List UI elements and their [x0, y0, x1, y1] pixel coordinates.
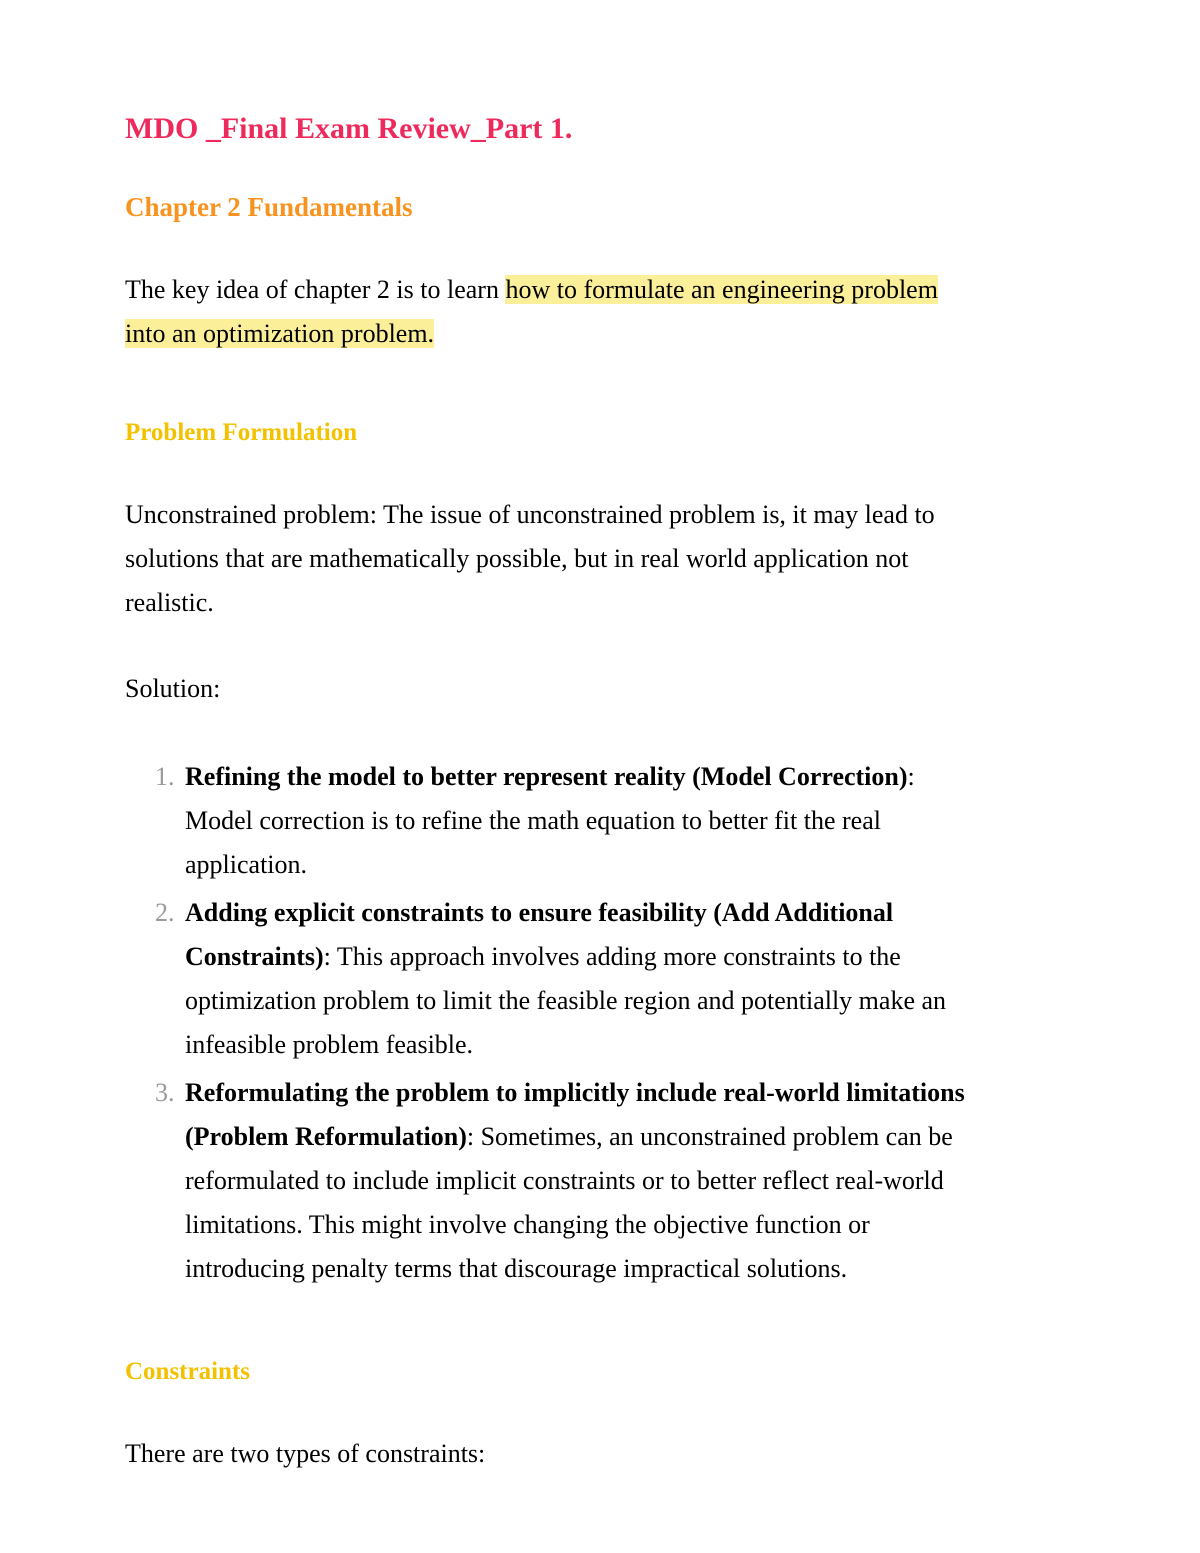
list-item — [0, 891, 1200, 1067]
unconstrained-line: solutions that are mathematically possible, but in real world application not — [125, 544, 909, 573]
list-plain-text: infeasible problem feasible. — [185, 1030, 474, 1059]
unconstrained-line: Unconstrained problem: The issue of unconstrained problem is, it may lead to — [125, 500, 935, 529]
list-line — [185, 1023, 1200, 1067]
intro-highlight-2: into an optimization problem. — [125, 319, 435, 348]
list-bold-text: Constraints) — [185, 942, 324, 971]
list-item — [0, 755, 1200, 887]
list-line — [185, 843, 1200, 887]
list-number: 2. — [155, 898, 175, 927]
intro-line-1 — [125, 268, 938, 312]
list-line — [185, 1115, 1200, 1159]
unconstrained-line: realistic. — [125, 588, 214, 617]
list-plain-text: introducing penalty terms that discourage impractical solutions. — [185, 1254, 848, 1283]
constraints-intro: There are two types of constraints: — [125, 1439, 486, 1468]
list-plain-text: : Sometimes, an unconstrained problem can be — [466, 1122, 953, 1151]
list-line — [185, 1247, 1200, 1291]
section-heading-problem-formulation: Problem Formulation — [125, 419, 358, 446]
list-plain-text: : This approach involves adding more constraints to the — [323, 942, 901, 971]
list-bold-text: (Problem Reformulation) — [185, 1122, 467, 1151]
solution-list — [0, 755, 1200, 1295]
intro-line-2 — [125, 312, 938, 356]
intro-highlight-1: how to formulate an engineering problem — [505, 275, 938, 304]
list-number: 3. — [155, 1078, 175, 1107]
list-line — [185, 891, 1200, 935]
list-line — [185, 1203, 1200, 1247]
list-plain-text: reformulated to include implicit constraints or to better reflect real-world — [185, 1166, 944, 1195]
chapter-heading: Chapter 2 Fundamentals — [125, 192, 413, 222]
intro-plain-text: The key idea of chapter 2 is to learn — [125, 275, 506, 304]
list-item — [0, 1071, 1200, 1291]
list-line — [185, 755, 1200, 799]
list-plain-text: application. — [185, 850, 308, 879]
solution-label: Solution: — [125, 674, 221, 703]
intro-paragraph — [125, 268, 938, 356]
list-bold-text: Reformulating the problem to implicitly include real-world limitations — [185, 1078, 965, 1107]
list-plain-text: : — [907, 762, 915, 791]
list-bold-text: Adding explicit constraints to ensure feasibility (Add Additional — [185, 898, 894, 927]
list-plain-text: limitations. This might involve changing the objective function or — [185, 1210, 870, 1239]
list-bold-text: Refining the model to better represent reality (Model Correction) — [185, 762, 908, 791]
list-line — [185, 935, 1200, 979]
list-number: 1. — [155, 762, 175, 791]
list-line — [185, 1071, 1200, 1115]
list-line — [185, 1159, 1200, 1203]
list-line — [185, 799, 1200, 843]
document-title: MDO _Final Exam Review_Part 1. — [125, 112, 573, 145]
list-line — [185, 979, 1200, 1023]
unconstrained-paragraph — [125, 493, 935, 625]
section-heading-constraints: Constraints — [125, 1358, 251, 1385]
list-plain-text: optimization problem to limit the feasible region and potentially make an — [185, 986, 947, 1015]
list-plain-text: Model correction is to refine the math equation to better fit the real — [185, 806, 881, 835]
